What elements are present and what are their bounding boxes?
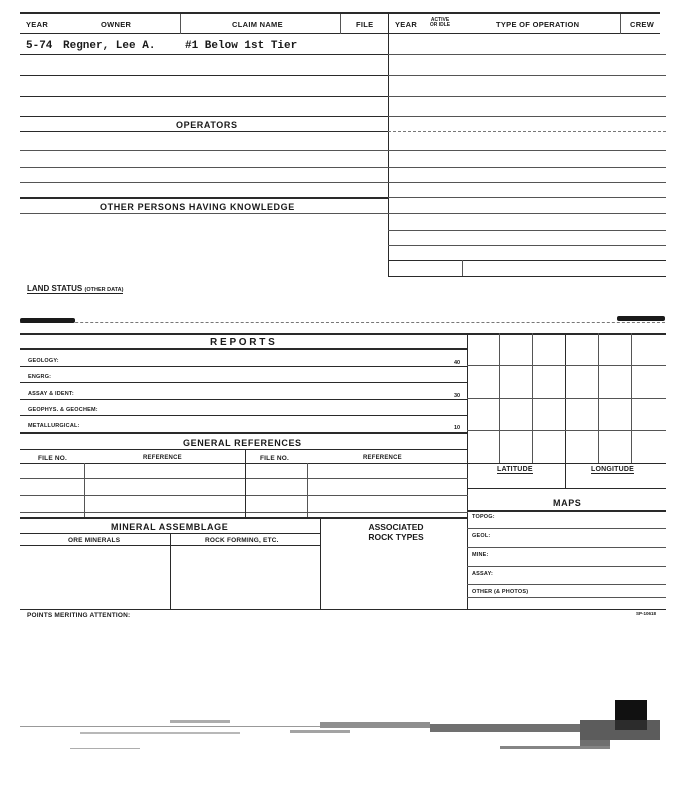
smudge-left (20, 318, 75, 323)
op-line-7 (388, 167, 666, 168)
form-number: SP-10618 (636, 611, 657, 616)
report-bottom-rule (20, 432, 468, 434)
coords-bottom-rule (467, 488, 666, 489)
scan-noise-band (20, 700, 670, 760)
maps-geol-label: GEOL: (472, 533, 491, 539)
report-assay-label: ASSAY & IDENT: (28, 391, 74, 397)
ore-minerals-label: ORE MINERALS (68, 537, 121, 544)
report-geology-label: GEOLOGY: (28, 358, 59, 364)
assoc-rock-sep (320, 517, 321, 609)
noise-8 (580, 740, 610, 746)
mineral-sep (170, 533, 171, 609)
grid-h-4 (467, 463, 666, 464)
right-panel-divider (467, 333, 468, 609)
gen-ref-line-2 (20, 495, 468, 496)
op-line-12 (388, 245, 666, 246)
header-type-of-operation: TYPE OF OPERATION (496, 20, 580, 29)
smudge-right (617, 316, 665, 321)
report-assay-num: 30 (454, 393, 461, 399)
associated-label: ASSOCIATED (368, 522, 424, 532)
gen-ref-sep-2 (245, 449, 246, 517)
owner-line-3 (20, 96, 388, 97)
report-line-4 (20, 415, 468, 416)
grid-h-1 (467, 365, 666, 366)
gen-ref-col-rule (20, 463, 468, 464)
operators-line-2 (20, 167, 388, 168)
noise-9 (70, 748, 140, 749)
land-status-heading (27, 284, 123, 294)
op-line-10 (388, 213, 666, 214)
owner-line-2 (20, 75, 388, 76)
op-line-8 (388, 182, 666, 183)
other-persons-heading: OTHER PERSONS HAVING KNOWLEDGE (100, 202, 295, 212)
maps-assay-label: ASSAY: (472, 571, 494, 577)
operators-bottom-rule (20, 197, 388, 199)
header-file: FILE (356, 20, 374, 29)
gen-ref-line-1 (20, 478, 468, 479)
owner-line-4 (20, 116, 388, 117)
gen-ref-bottom-rule (20, 517, 468, 519)
op-line-6 (388, 150, 666, 151)
header-active-or-idle (423, 18, 457, 28)
other-persons-rule (20, 213, 388, 214)
maps-line-1 (467, 528, 666, 529)
maps-line-4 (467, 584, 666, 585)
report-metallurgical-num: 10 (454, 425, 461, 431)
land-status-label: LAND STATUS (27, 284, 83, 293)
associated-rock-types-heading (361, 522, 431, 542)
gen-ref-reference-2: REFERENCE (363, 455, 402, 461)
entry-owner: Regner, Lee A. (63, 40, 156, 52)
op-line-11 (388, 230, 666, 231)
reports-top-rule (20, 333, 666, 335)
rock-forming-label: ROCK FORMING, ETC. (205, 537, 279, 544)
op-line-5 (388, 131, 666, 132)
header-owner: OWNER (101, 20, 132, 29)
land-status-sub: (OTHER DATA) (84, 287, 124, 293)
gen-ref-file-no-1: FILE NO. (38, 455, 68, 462)
or-idle-label: OR IDLE (429, 22, 451, 28)
op-bottom-sep (462, 260, 463, 276)
op-line-3 (388, 96, 666, 97)
grid-v-3 (565, 333, 566, 488)
noise-2 (430, 724, 580, 732)
maps-line-5 (467, 597, 666, 598)
operators-rule (20, 131, 388, 132)
report-line-1 (20, 366, 468, 367)
op-line-2 (388, 75, 666, 76)
maps-line-2 (467, 547, 666, 548)
report-metallurgical-label: METALLURGICAL: (28, 423, 80, 429)
owner-line-1 (20, 54, 388, 55)
noise-7 (500, 746, 610, 749)
op-line-9 (388, 197, 666, 198)
active-label: ACTIVE (430, 17, 450, 23)
noise-10 (290, 730, 350, 733)
op-line-14 (388, 276, 666, 277)
header-year: YEAR (26, 20, 49, 29)
op-line-1 (388, 54, 666, 55)
report-geology-num: 40 (454, 360, 461, 366)
maps-topog-label: TOPOG: (472, 514, 495, 520)
maps-other-label: OTHER (& PHOTOS) (472, 589, 529, 595)
operators-line-1 (20, 150, 388, 151)
op-line-4 (388, 116, 666, 117)
operators-heading: OPERATORS (176, 120, 238, 130)
operators-line-3 (20, 182, 388, 183)
gen-ref-sep-3 (307, 463, 308, 517)
center-divider (388, 12, 389, 276)
header-sep-3 (620, 14, 621, 34)
land-status-line (20, 322, 665, 323)
report-geophys-label: GEOPHYS. & GEOCHEM: (28, 407, 98, 413)
maps-heading: MAPS (553, 498, 582, 508)
general-references-heading: GENERAL REFERENCES (183, 438, 302, 448)
grid-h-3 (467, 430, 666, 431)
entry-claim-name: #1 Below 1st Tier (185, 40, 298, 52)
op-line-13 (388, 260, 666, 261)
grid-h-2 (467, 398, 666, 399)
reports-heading: R E P O R T S (210, 337, 275, 348)
header-sep-1 (180, 14, 181, 34)
header-claim-name: CLAIM NAME (232, 20, 283, 29)
gen-ref-heading-rule (20, 449, 468, 450)
maps-mine-label: MINE: (472, 552, 489, 558)
report-engrg-label: ENGRG: (28, 374, 52, 380)
header-year-2: YEAR (395, 20, 418, 29)
noise-3 (580, 720, 660, 740)
gen-ref-reference-1: REFERENCE (143, 455, 182, 461)
report-line-2 (20, 382, 468, 383)
latitude-label: LATITUDE (497, 466, 533, 473)
bottom-rule (20, 609, 666, 610)
mineral-assemblage-heading: MINERAL ASSEMBLAGE (111, 522, 229, 532)
reports-heading-rule (20, 348, 468, 350)
noise-4 (20, 726, 320, 727)
points-meriting-attention-label: POINTS MERITING ATTENTION: (27, 612, 131, 619)
noise-5 (80, 732, 240, 734)
rock-types-label: ROCK TYPES (368, 532, 424, 542)
maps-line-3 (467, 566, 666, 567)
header-sep-2 (340, 14, 341, 34)
noise-1 (320, 722, 430, 728)
gen-ref-file-no-2: FILE NO. (260, 455, 290, 462)
maps-heading-rule (467, 510, 666, 512)
entry-year: 5-74 (26, 40, 53, 52)
gen-ref-line-3 (20, 512, 468, 513)
gen-ref-sep-1 (84, 463, 85, 517)
header-crew: CREW (630, 20, 655, 29)
noise-6 (170, 720, 230, 723)
longitude-label: LONGITUDE (591, 466, 635, 473)
report-line-3 (20, 399, 468, 400)
